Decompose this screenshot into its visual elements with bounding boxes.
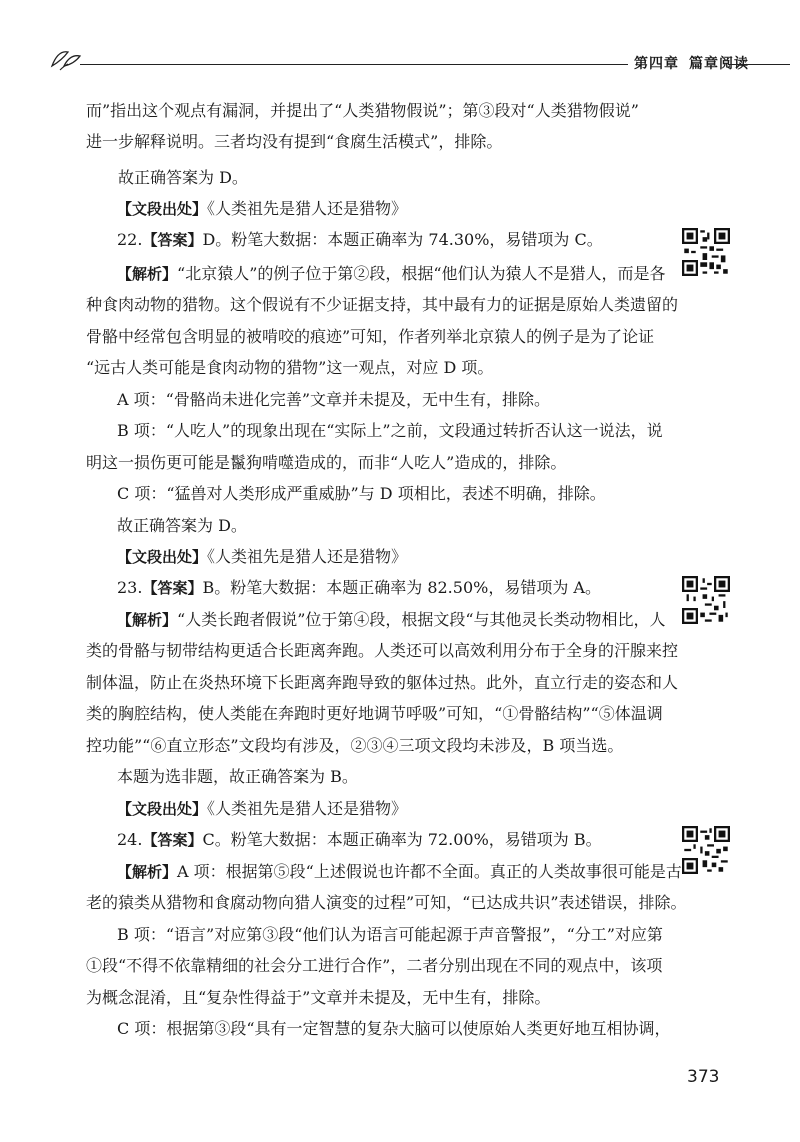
- text-line: 故正确答案为 D。: [117, 516, 247, 535]
- answer-line-22: [117, 230, 603, 250]
- text-line: C 项：“猛兽对人类形成严重威胁”与 D 项相比，表述不明确，排除。: [117, 484, 606, 503]
- answer-tag: 【答案】: [142, 579, 203, 597]
- text-line: C 项：根据第③段“具有一定智慧的复杂大脑可以使原始人类更好地互相协调，: [117, 1019, 671, 1038]
- analysis-line: [117, 862, 682, 882]
- analysis-tag: 【解析】: [117, 611, 178, 629]
- section-label: 篇章阅读: [689, 56, 749, 72]
- text-line: 老的猿类从猎物和食腐动物向猎人演变的过程”可知，“已达成共识”表述错误，排除。: [86, 893, 687, 912]
- source-line: [117, 799, 407, 819]
- answer-line-24: [117, 830, 602, 850]
- text-line: 制体温，防止在炎热环境下长距离奔跑导致的躯体过热。此外，直立行走的姿态和人: [86, 673, 679, 692]
- answer-tag: 【答案】: [142, 831, 203, 849]
- answer-text: B。粉笔大数据：本题正确率为 82.50%，易错项为 A。: [202, 578, 601, 597]
- answer-text: D。粉笔大数据：本题正确率为 74.30%，易错项为 C。: [202, 230, 603, 249]
- text-line: 为概念混淆，且“复杂性得益于”文章并未提及，无中生有，排除。: [86, 988, 551, 1007]
- qr-code-icon[interactable]: [682, 576, 730, 624]
- text-line: 故正确答案为 D。: [118, 168, 248, 187]
- text-line: 控功能”“⑥直立形态”文段均有涉及，②③④三项文段均未涉及，B 项当选。: [86, 736, 624, 755]
- question-number: 22.: [117, 230, 143, 249]
- answer-line-23: [117, 578, 601, 598]
- source-tag: 【文段出处】: [117, 200, 208, 218]
- header-title: [634, 53, 759, 73]
- text-line: B 项：“人吃人”的现象出现在“实际上”之前，文段通过转折否认这一说法，说: [117, 421, 663, 440]
- header-rule-right: [728, 64, 790, 65]
- analysis-tag: 【解析】: [117, 863, 178, 881]
- text-line: 而”指出这个观点有漏洞，并提出了“人类猎物假说”；第③段对“人类猎物假说”: [86, 101, 639, 120]
- text-line: 种食肉动物的猎物。这个假说有不少证据支持，其中最有力的证据是原始人类遗留的: [86, 295, 679, 314]
- analysis-text: “人类长跑者假说”位于第④段，根据文段“与其他灵长类动物相比，人: [177, 610, 666, 629]
- answer-tag: 【答案】: [142, 231, 203, 249]
- chapter-label: 第四章: [634, 56, 679, 72]
- text-line: 类的胸腔结构，使人类能在奔跑时更好地调节呼吸”可知，“①骨骼结构”“⑤体温调: [86, 704, 663, 723]
- text-line: A 项：“骨骼尚未进化完善”文章并未提及，无中生有，排除。: [117, 390, 551, 409]
- text-line: 进一步解释说明。三者均没有提到“食腐生活模式”，排除。: [86, 132, 503, 151]
- source-title: 《人类祖先是猎人还是猎物》: [207, 199, 408, 218]
- qr-code-icon[interactable]: [682, 228, 730, 276]
- leaf-ornament-icon: [50, 46, 84, 72]
- text-line: 明这一损伤更可能是鬣狗啃噬造成的，而非“人吃人”造成的，排除。: [86, 453, 567, 472]
- header-rule-left: [80, 64, 628, 65]
- text-line: 类的骨骼与韧带结构更适合长距离奔跑。人类还可以高效利用分布于全身的汗腺来控: [86, 641, 679, 660]
- source-line: [117, 199, 407, 219]
- text-line: 本题为选非题，故正确答案为 B。: [117, 767, 358, 786]
- question-number: 23.: [117, 578, 143, 597]
- text-line: 骨骼中经常包含明显的被啃咬的痕迹”可知，作者列举北京猿人的例子是为了论证: [86, 327, 655, 346]
- source-tag: 【文段出处】: [117, 800, 208, 818]
- source-title: 《人类祖先是猎人还是猎物》: [207, 547, 408, 566]
- text-line: ①段“不得不依靠精细的社会分工进行合作”，二者分别出现在不同的观点中，该项: [86, 956, 663, 975]
- text-line: “远古人类可能是食肉动物的猎物”这一观点，对应 D 项。: [86, 358, 494, 377]
- analysis-tag: 【解析】: [117, 265, 178, 283]
- qr-code-icon[interactable]: [682, 826, 730, 874]
- analysis-text: A 项：根据第⑤段“上述假说也许都不全面。真正的人类故事很可能是古: [177, 862, 682, 881]
- answer-text: C。粉笔大数据：本题正确率为 72.00%，易错项为 B。: [202, 830, 602, 849]
- analysis-text: “北京猿人”的例子位于第②段，根据“他们认为猿人不是猎人，而是各: [177, 264, 666, 283]
- analysis-line: [117, 264, 666, 284]
- text-line: B 项：“语言”对应第③段“他们认为语言可能起源于声音警报”，“分工”对应第: [117, 925, 663, 944]
- page-number: 373: [687, 1067, 720, 1087]
- question-number: 24.: [117, 830, 143, 849]
- source-line: [117, 547, 407, 567]
- page-header: [50, 46, 790, 72]
- source-tag: 【文段出处】: [117, 548, 208, 566]
- source-title: 《人类祖先是猎人还是猎物》: [207, 799, 408, 818]
- analysis-line: [117, 610, 666, 630]
